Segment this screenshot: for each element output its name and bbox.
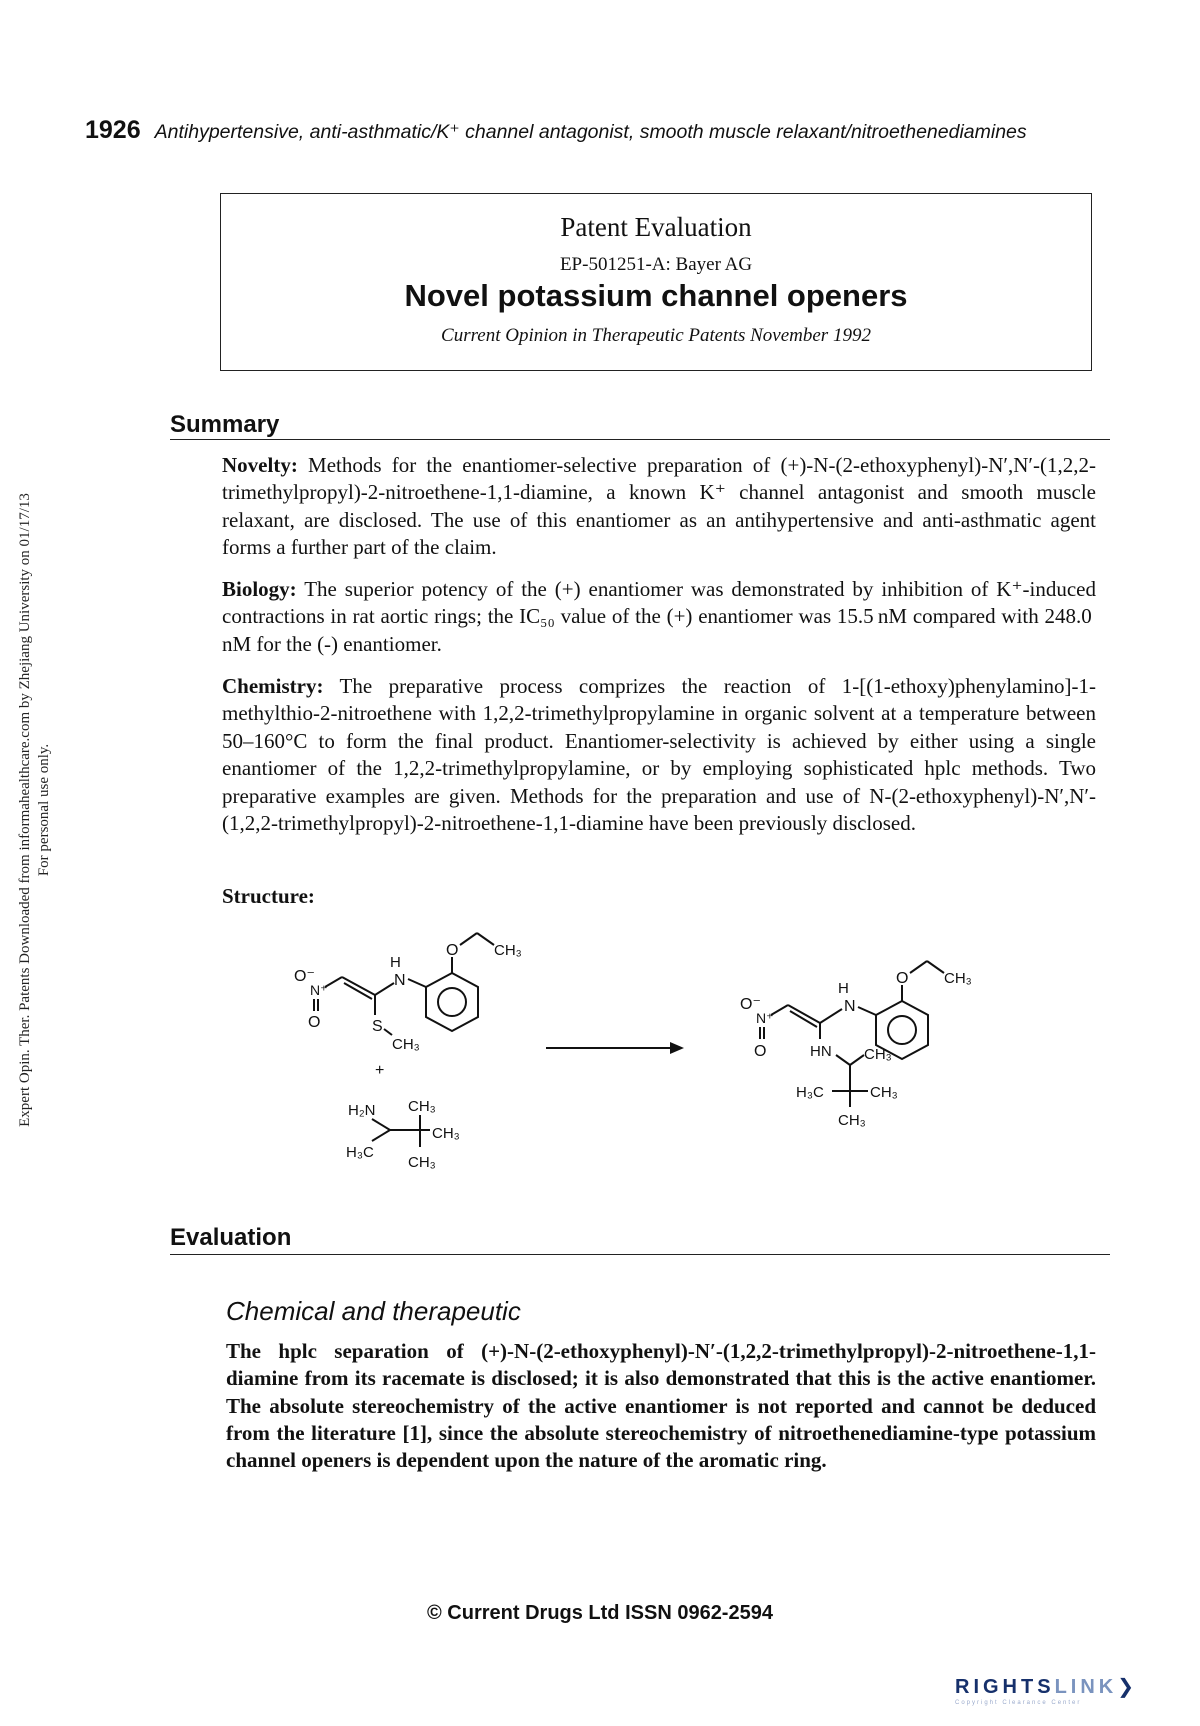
rightslink-tagline: Copyright Clearance Center	[955, 1700, 1082, 1706]
product-ch3-bottom: CH₃	[838, 1112, 866, 1129]
product-bond-n-c	[771, 1005, 788, 1015]
chemistry-paragraph	[222, 673, 1096, 837]
group-ch3-top: CH₃	[408, 1098, 436, 1115]
bond-n-c1	[372, 1119, 390, 1130]
article-title: Novel potassium channel openers	[404, 278, 908, 313]
watermark-line-2: For personal use only.	[36, 743, 52, 877]
group-ethyl-methyl: CH₃	[494, 942, 522, 959]
reaction-arrow-head	[670, 1042, 684, 1054]
atom-n: N	[394, 972, 406, 989]
novelty-paragraph	[222, 452, 1096, 562]
evaluation-text: The hplc separation of (+)-N-(2-ethoxyphenyl)-N′-(1,2,2-trimethylpropyl)-2-nitroethene-1,1-diamine from its racemate is disclosed; it is also demonstrated that this is the active enantiomer. The absolute stereochemistry of the active enantiomer is not reported and cannot be deduced from the literature [1], since the absolute stereochemistry of nitroethenediamine-type potassium channel openers is dependent upon the nature of the aromatic ring.	[226, 1339, 1096, 1473]
watermark-line-1: Expert Opin. Ther. Patents Downloaded from informahealthcare.com by Zhejiang University on 01/17/13	[17, 493, 33, 1127]
product-atom-h: H	[838, 980, 849, 997]
product-bond-o-ch2	[910, 961, 927, 973]
bond-s-ch3	[384, 1029, 392, 1035]
plus-sign: +	[375, 1062, 385, 1079]
running-title: Antihypertensive, anti-asthmatic/K⁺ channel antagonist, smooth muscle relaxant/nitroethenediamines	[154, 121, 1027, 143]
copyright-footer: © Current Drugs Ltd ISSN 0962-2594	[427, 1602, 773, 1624]
evaluation-rule	[170, 1254, 1110, 1255]
biology-text: The superior potency of the (+) enantiomer was demonstrated by inhibition of K⁺-induced contractions in rat aortic rings; the IC₅₀ value of the (+) enantiomer was 15.5 nM compared with 248.0 nM for the (-) enantiomer.	[222, 577, 1096, 656]
rightslink-bold: RIGHTS	[955, 1676, 1055, 1698]
atom-ether-o: O	[446, 942, 459, 959]
evaluation-subheading: Chemical and therapeutic	[226, 1296, 521, 1326]
benzene-ring	[426, 973, 478, 1031]
bond-ch2-ch3	[477, 933, 494, 945]
atom-s: S	[372, 1018, 383, 1035]
product-h3c: H₃C	[796, 1084, 824, 1101]
summary-heading: Summary	[170, 411, 280, 438]
aromatic-circle	[438, 988, 466, 1016]
chemistry-label: Chemistry:	[222, 674, 324, 698]
bond-c1-ch3	[372, 1130, 390, 1141]
product-o-minus: O⁻	[740, 996, 761, 1013]
patent-number: EP-501251-A: Bayer AG	[559, 254, 753, 275]
biology-label: Biology:	[222, 577, 297, 601]
product-ch3-right: CH₃	[870, 1084, 898, 1101]
journal-line: Current Opinion in Therapeutic Patents November 1992	[441, 325, 871, 346]
group-s-methyl: CH₃	[392, 1036, 420, 1053]
group-h3c: H₃C	[346, 1144, 374, 1161]
bond-n-ring	[408, 979, 426, 987]
bond-o-ch2	[460, 933, 477, 945]
rightslink-arrow-icon: ❯	[1117, 1676, 1138, 1698]
product-n-plus: N⁺	[756, 1010, 774, 1026]
product-aromatic-circle	[888, 1016, 916, 1044]
biology-paragraph	[222, 576, 1096, 658]
structure-label: Structure:	[222, 884, 315, 908]
product-bond-c-n	[820, 1009, 842, 1023]
product-bond-n-ring	[858, 1007, 876, 1015]
bond-c-n	[375, 983, 394, 995]
product-hn: HN	[810, 1043, 832, 1060]
group-amine: H₂N	[348, 1102, 376, 1119]
product	[740, 961, 972, 1129]
product-ethyl-methyl: CH₃	[944, 970, 972, 987]
reactant-amine	[346, 1098, 460, 1171]
bond-n-c	[325, 977, 342, 987]
novelty-label: Novelty:	[222, 453, 298, 477]
product-benzene-ring	[876, 1001, 928, 1059]
rightslink-logo[interactable]	[955, 1674, 1138, 1706]
novelty-text: Methods for the enantiomer-selective preparation of (+)-N-(2-ethoxyphenyl)-N′,N′-(1,2,2-trimethylpropyl)-2-nitroethene-1,1-diamine, a known K⁺ channel antagonist and smooth muscle relaxant, are disclosed. The use of this enantiomer as an antihypertensive and anti-asthmatic agent forms a further part of the claim.	[222, 453, 1096, 560]
atom-h: H	[390, 954, 401, 971]
running-header	[85, 116, 1145, 145]
atom-o: O	[308, 1014, 321, 1031]
chemistry-text: The preparative process comprizes the reaction of 1-[(1-ethoxy)phenylamino]-1-methylthio-2-nitroethene with 1,2,2-trimethylpropylamine in organic solvent at a temperature between 50–160°C to form the final product. Enantiomer-selectivity is achieved by either using a single enantiomer of the 1,2,2-trimethylpropylamine, or by employing sophisticated hplc methods. Two preparative examples are given. Methods for the preparation and use of N-(2-ethoxyphenyl)-N′,N′-(1,2,2-trimethylpropyl)-2-nitroethene-1,1-diamine have been previously disclosed.	[222, 674, 1096, 836]
product-ch3-branch: CH₃	[864, 1046, 892, 1063]
box-label: Patent Evaluation	[560, 212, 752, 242]
atom-o-minus: O⁻	[294, 968, 315, 985]
group-ch3-bottom: CH₃	[408, 1154, 436, 1171]
group-ch3-right: CH₃	[432, 1125, 460, 1142]
product-bond-hn-ch	[836, 1055, 850, 1065]
product-ether-o: O	[896, 970, 909, 987]
product-atom-n: N	[844, 998, 856, 1015]
product-atom-o: O	[754, 1043, 767, 1060]
reactant-nitroethene	[294, 933, 522, 1053]
summary-rule	[170, 439, 1110, 440]
rightslink-light: LINK	[1054, 1676, 1118, 1698]
reaction-scheme	[280, 915, 1080, 1175]
page-number: 1926	[85, 116, 141, 144]
product-bond-ch-ch3	[850, 1055, 864, 1065]
title-box	[220, 193, 1092, 371]
product-bond-ch2-ch3	[927, 961, 944, 973]
download-watermark	[16, 380, 54, 1240]
atom-n-plus: N⁺	[310, 982, 328, 998]
evaluation-heading: Evaluation	[170, 1224, 292, 1251]
